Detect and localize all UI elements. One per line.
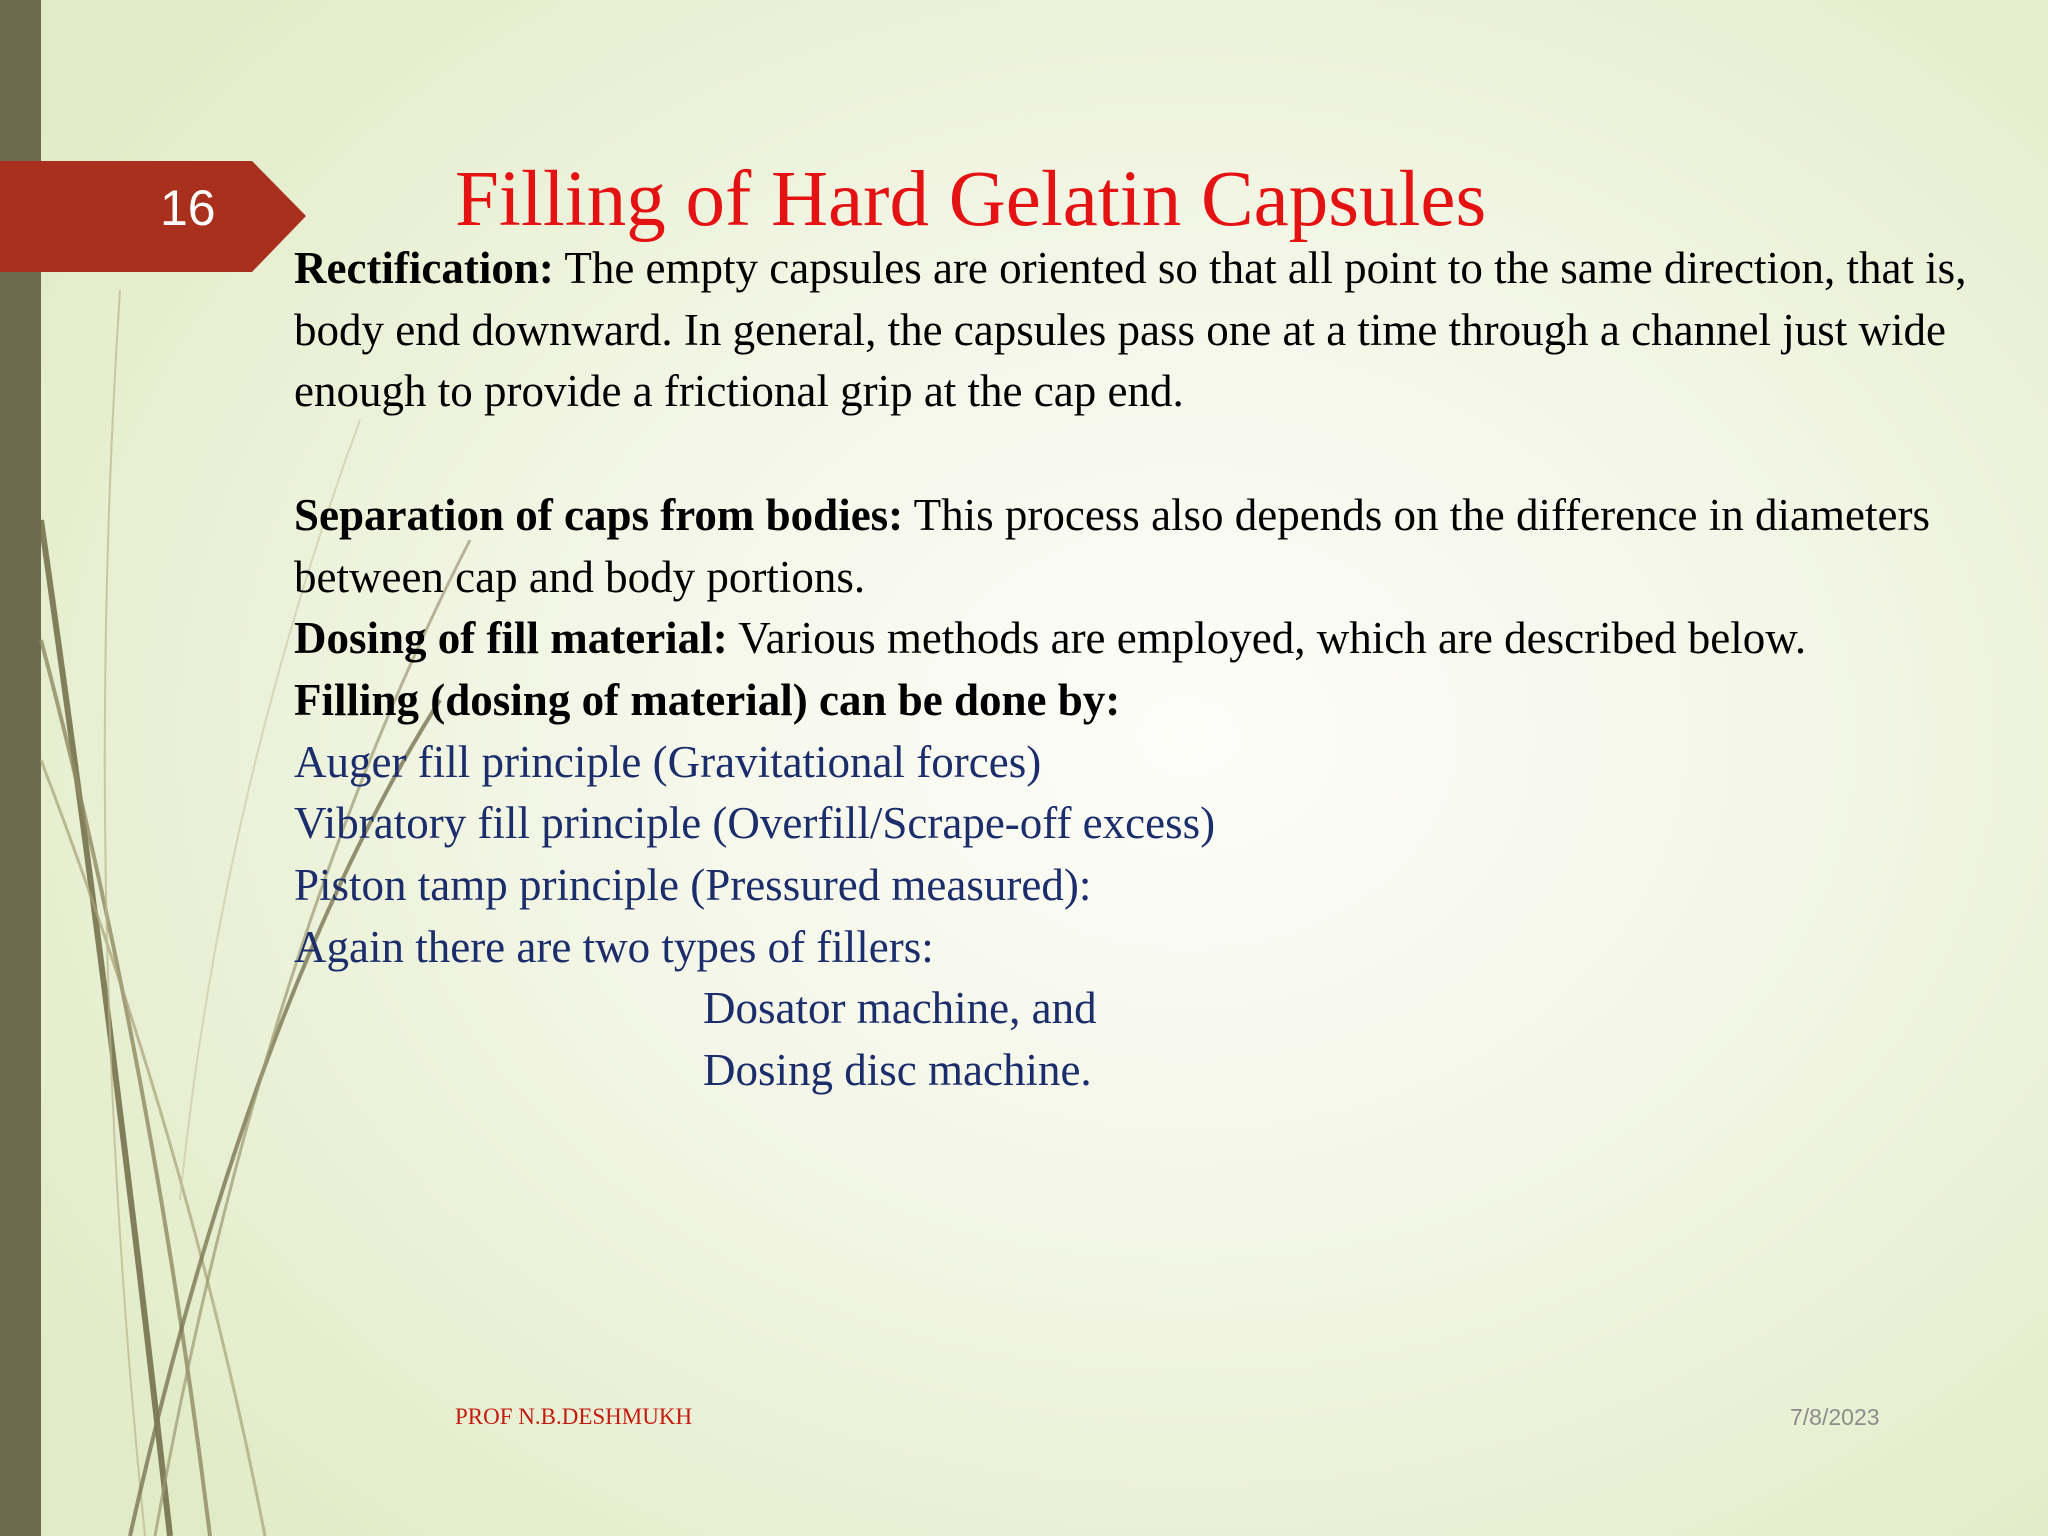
- slide-number-tab: [0, 161, 306, 272]
- grass-line: [105, 290, 145, 1536]
- rectification-term: Rectification:: [294, 243, 554, 293]
- principle-vibratory: Vibratory fill principle (Overfill/Scrape-off excess): [294, 798, 1216, 849]
- principle-auger: Auger fill principle (Gravitational forces): [294, 736, 1042, 787]
- separation-text: This process also depends on the difference in diameters between cap and body portions.: [294, 489, 1930, 602]
- slide-body: [294, 238, 2014, 1102]
- footer-author: PROF N.B.DESHMUKH: [455, 1404, 693, 1429]
- grass-line: [41, 760, 265, 1536]
- dosing-paragraph: [294, 608, 2014, 670]
- grass-line: [41, 520, 170, 1536]
- rectification-paragraph: [294, 238, 2014, 423]
- slide-number: 16: [160, 180, 216, 236]
- slide-title: Filling of Hard Gelatin Capsules: [455, 156, 1487, 243]
- dosing-text: Various methods are employed, which are described below.: [727, 613, 1807, 664]
- footer-date: 7/8/2023: [1790, 1404, 1880, 1430]
- grass-line: [41, 640, 210, 1536]
- paragraph-gap: [294, 423, 2014, 485]
- filler-dosing-disc: Dosing disc machine.: [703, 1045, 1092, 1096]
- filler-dosator: Dosator machine, and: [703, 983, 1097, 1034]
- rectification-text: The empty capsules are oriented so that all point to the same direction, that is, body end downward. In general, the capsules pass one at a time through a channel just wide enough to provide a frictional grip at the cap end.: [294, 243, 1967, 417]
- filler-types-intro: Again there are two types of fillers:: [294, 921, 934, 972]
- principle-piston-tamp: Piston tamp principle (Pressured measured):: [294, 860, 1092, 911]
- filling-heading: [294, 670, 2014, 732]
- dosing-term: Dosing of fill material:: [294, 613, 728, 664]
- filling-heading-text: Filling (dosing of material) can be done by:: [294, 674, 1121, 725]
- separation-term: Separation of caps from bodies:: [294, 489, 904, 540]
- separation-paragraph: [294, 485, 2014, 608]
